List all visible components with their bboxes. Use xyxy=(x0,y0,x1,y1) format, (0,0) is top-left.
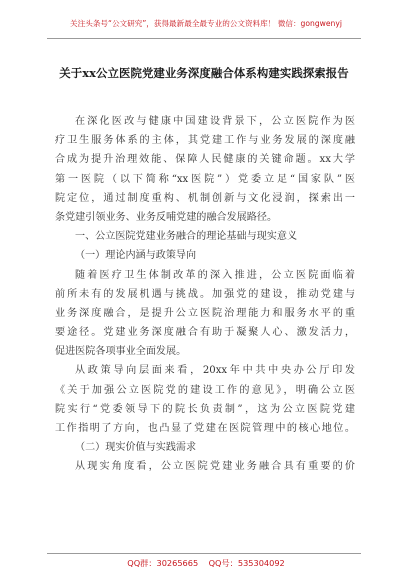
body-line: 从现实角度看，公立医院党建业务融合具有重要的价 xyxy=(75,461,355,473)
subsection-heading: （二）现实价值与实践需求 xyxy=(75,442,197,454)
document-body xyxy=(55,112,355,477)
document-title: 关于xx公立医院党建业务深度融合体系构建实践探索报告 xyxy=(59,66,349,80)
top-banner-text: 关注头条号“公文研究”，获得最新最全最专业的公文资料库！ 微信：gongwenyj xyxy=(70,19,342,28)
body-line: 业务深度融合，是提升公立医院治理能力和服务水平的重 xyxy=(55,307,355,319)
section-heading: 一、公立医院党建业务融合的理论基础与现实意义 xyxy=(75,231,298,243)
header-divider xyxy=(47,38,361,39)
body-line: 促进医院各项事业全面发展。 xyxy=(55,346,187,358)
body-line: 在深化医改与健康中国建设背景下，公立医院作为医 xyxy=(75,116,355,127)
body-line: 从政策导向层面来看，20xx年中共中央办公厅印发 xyxy=(75,365,355,377)
body-line: 院定位，通过制度重构、机制创新与文化浸润，探索出一 xyxy=(55,192,355,204)
footer-contact-text: QQ群：30265665 QQ号：535304092 xyxy=(127,558,285,568)
footer-divider xyxy=(47,553,361,554)
subsection-heading: （一）理论内涵与政策导向 xyxy=(75,250,197,262)
body-line: 合成为提升治理效能、保障人民健康的关键命题。xx大学 xyxy=(55,154,355,166)
body-line: 随着医疗卫生体制改革的深入推进，公立医院面临着 xyxy=(75,269,355,281)
body-line: 工作指明了方向，也凸显了党建在医院管理中的核心地位。 xyxy=(55,423,355,434)
body-line: 前所未有的发展机遇与挑战。加强党的建设，推动党建与 xyxy=(55,288,355,300)
body-line: 条党建引领业务、业务反哺党建的融合发展路径。 xyxy=(55,211,278,223)
body-line: 《关于加强公立医院党的建设工作的意见》，明确公立医 xyxy=(55,384,355,396)
body-line: 疗卫生服务体系的主体，其党建工作与业务发展的深度融 xyxy=(55,135,355,147)
body-line: 第一医院（以下简称“xx医院”）党委立足“国家队”医 xyxy=(55,173,355,185)
body-line: 院实行“党委领导下的院长负责制”，这为公立医院党建 xyxy=(55,403,355,415)
body-line: 要途径。党建业务深度融合有助于凝聚人心、激发活力， xyxy=(55,327,355,339)
